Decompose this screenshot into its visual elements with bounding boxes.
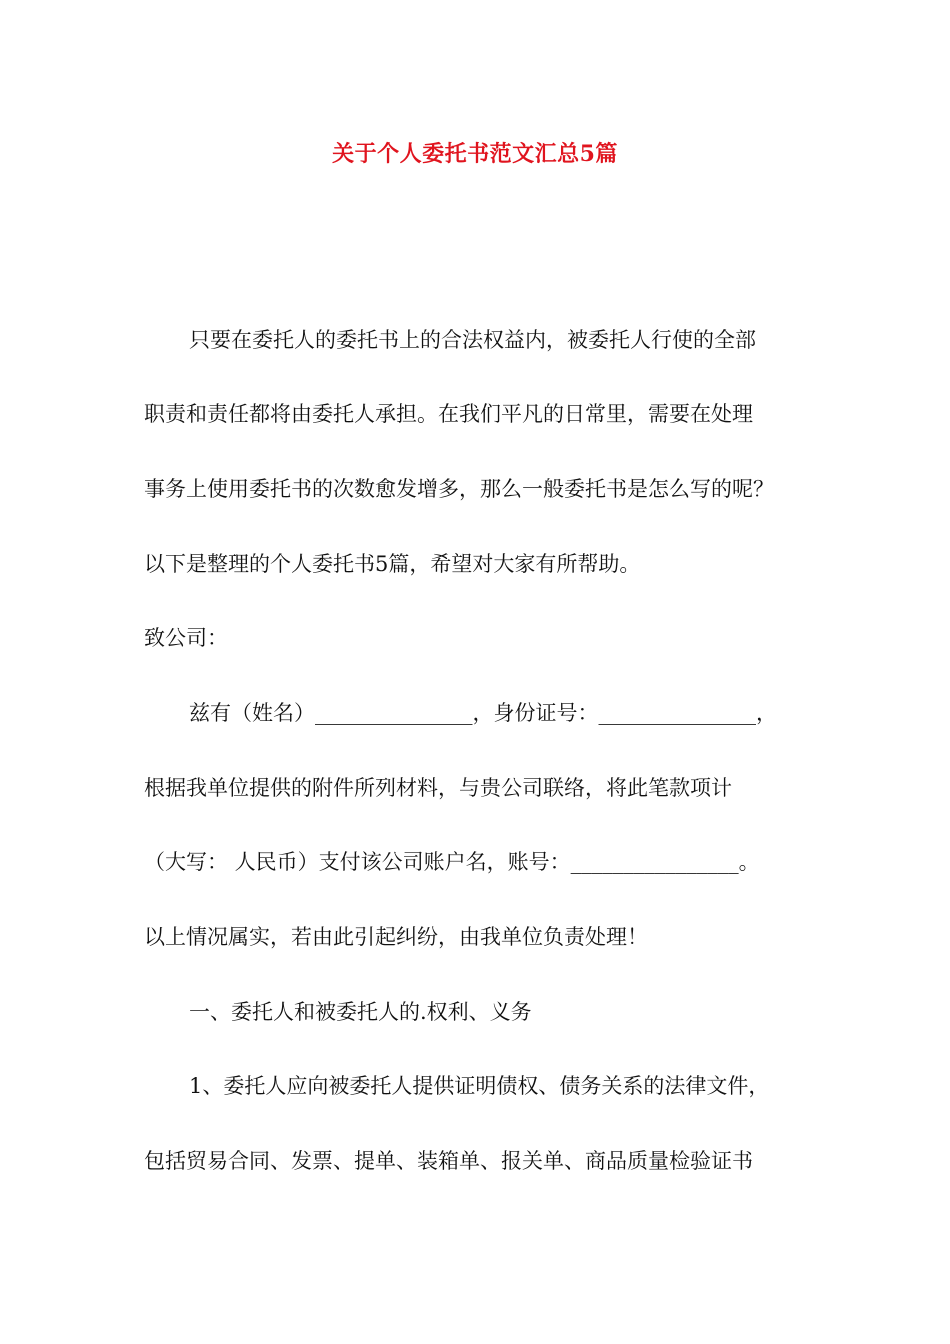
paragraph-line: 根据我单位提供的附件所列材料，与贵公司联络，将此笔款项计 <box>144 776 732 800</box>
paragraph-line: 职责和责任都将由委托人承担。在我们平凡的日常里，需要在处理 <box>144 402 753 426</box>
paragraph-line: 包括贸易合同、发票、提单、装箱单、报关单、商品质量检验证书 <box>144 1149 753 1173</box>
salutation-line: 致公司： <box>144 626 228 650</box>
paragraph-line: 兹有（姓名）_______________，身份证号：_______________， <box>189 701 777 725</box>
paragraph-line: 事务上使用委托书的次数愈发增多，那么一般委托书是怎么写的呢？ <box>144 477 774 501</box>
document-title: 关于个人委托书范文汇总5篇 <box>332 141 618 167</box>
paragraph-line: 只要在委托人的委托书上的合法权益内，被委托人行使的全部 <box>189 328 756 352</box>
paragraph-line: 以下是整理的个人委托书5篇，希望对大家有所帮助。 <box>144 552 641 576</box>
section-heading: 一、委托人和被委托人的.权利、义务 <box>189 1000 532 1024</box>
paragraph-line: 1、委托人应向被委托人提供证明债权、债务关系的法律文件， <box>189 1074 770 1098</box>
paragraph-line: 以上情况属实，若由此引起纠纷，由我单位负责处理！ <box>144 925 648 949</box>
paragraph-line: （大写： 人民币）支付该公司账户名，账号：________________。 <box>144 850 760 874</box>
